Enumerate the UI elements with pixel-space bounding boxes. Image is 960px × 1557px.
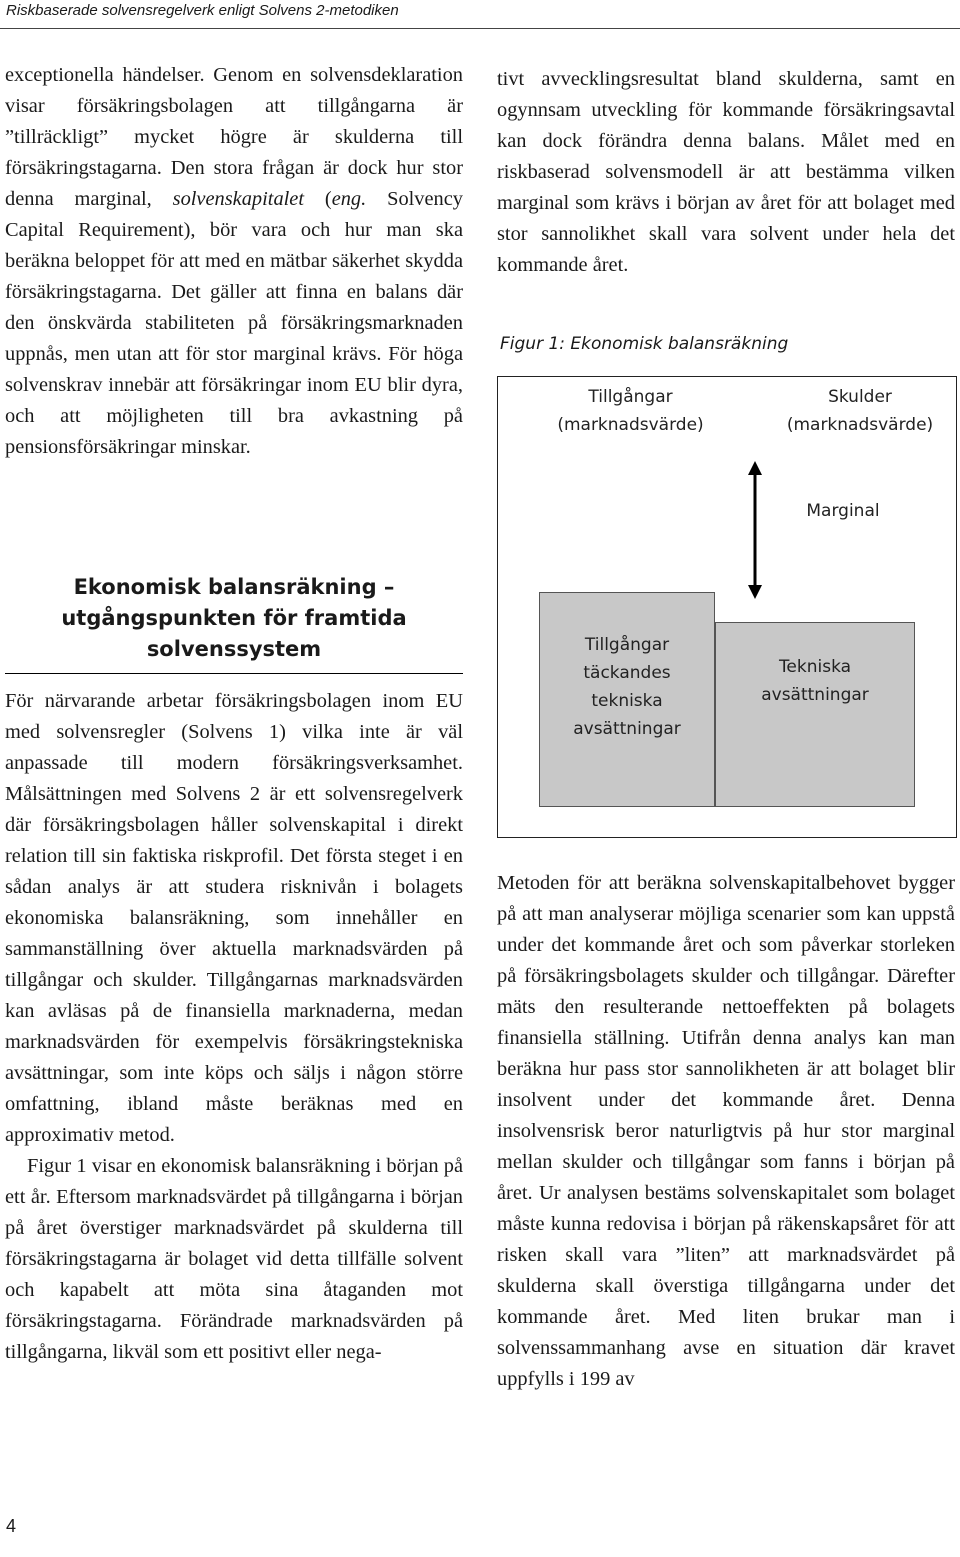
text-run: ( (304, 188, 332, 210)
italic-term: solvenskapitalet (172, 188, 305, 210)
label-line: tekniska (591, 691, 663, 711)
italic-term: eng. (331, 188, 367, 210)
assets-box-label (540, 631, 714, 743)
assets-heading (528, 383, 733, 439)
label-line: avsättningar (573, 719, 681, 739)
right-column-bottom (497, 868, 955, 1395)
double-arrow-icon (745, 461, 765, 599)
heading-line: solvenssystem (146, 637, 322, 661)
label-line: avsättningar (761, 685, 869, 705)
heading-line: (marknadsvärde) (786, 415, 934, 435)
heading-line: Ekonomisk balansräkning – (73, 575, 395, 599)
label-line: Tekniska (778, 657, 852, 677)
balance-sheet-figure (497, 376, 957, 838)
heading-line: utgångspunkten för framtida (61, 606, 407, 630)
section-rule (5, 673, 463, 674)
right-column-top (497, 64, 955, 281)
paragraph (5, 60, 463, 463)
assets-box (539, 592, 715, 807)
heading-line: Tillgångar (588, 387, 673, 407)
text-run: exceptionella händelser. Genom en solvensdeklaration visar försäkringsbolagen att tillgångarna är ”tillräckligt” mycket högre är skulderna till försäkringstagarna. Den stora frågan är dock hur stor denna marginal, (5, 64, 463, 210)
header-rule (0, 28, 960, 29)
heading-line: Skulder (828, 387, 892, 407)
liabilities-box (715, 622, 915, 807)
paragraph: Metoden för att beräkna solvenskapitalbehovet bygger på att man analyserar möjliga scenarier som kan uppstå under det kommande året och som påverkar storleken på försäkringsbolagets skulder och tillgångar. Därefter mäts den resulterande nettoeffekten på bolagets finansiella ställning. Utifrån denna analys kan man beräkna hur pass stor sannolikheten är att bolaget blir insolvent under det kommande året. Denna insolvensrisk beror naturligtvis på hur stor marginal mellan skulder och tillgångar som fanns i början på året. Ur analysen bestäms solvenskapitalet som bolaget måste kunna redovisa i början på räkenskapsåret för att risken skall vara ”liten” att marknadsvärdet på skulderna skall överstiga tillgångarna under det kommande året. Med liten brukar man i solvenssammanhang avse en situation där kravet uppfylls i 199 av (497, 872, 955, 1390)
section-heading (5, 572, 463, 665)
paragraph: tivt avvecklingsresultat bland skulderna, samt en ogynnsam utveckling för kommande försäkringsavtal kan dock förändra denna balans. Målet med en riskbaserad solvensmodell är att bestämma vilken marginal som krävs i början av året för att bolaget med stor sannolikhet skall vara solvent under hela det kommande året. (497, 68, 955, 276)
left-column-top (5, 60, 463, 463)
figure-caption: Figur 1: Ekonomisk balansräkning (500, 334, 789, 354)
text-run: Solvency Capital Requirement), bör vara och hur man ska beräkna beloppet för att med en mätbar säkerhet skydda försäkringstagarna. Det gäller att finna en balans där den önskvärda stabiliteten på försäkringsmarknaden uppnås, men utan att för stor marginal krävs. För höga solvenskrav innebär att försäkringar inom EU blir dyra, och att möjligheten till bra avkastning på pensionsförsäkringar minskar. (5, 188, 463, 458)
liabilities-heading (760, 383, 960, 439)
paragraph: Figur 1 visar en ekonomisk balansräkning i början på ett år. Eftersom marknadsvärdet på tillgångarna i början på året överstiger marknadsvärdet på skulderna till försäkringstagarna är bolaget vid detta tillfälle solvent och kapabelt att möta sina åtaganden mot försäkringstagarna. Förändrade marknadsvärden på tillgångarna, likväl som ett positivt eller nega- (5, 1155, 463, 1363)
left-column-bottom (5, 686, 463, 1368)
page-number: 4 (6, 1516, 17, 1536)
running-title: Riskbaserade solvensregelverk enligt Solvens 2-metodiken (6, 2, 399, 19)
label-line: Tillgångar (584, 635, 670, 655)
liabilities-box-label (716, 653, 914, 709)
paragraph: För närvarande arbetar försäkringsbolagen inom EU med solvensregler (Solvens 1) vilka inte är väl anpassade till modern försäkringsverksamhet. Målsättningen med Solvens 2 är ett solvensregelverk där försäkringsbolagen håller solvenskapital i direkt relation till sin faktiska riskprofil. Det första steget i en sådan analys är att studera risknivån i bolagets ekonomiska balansräkning, som innehåller en sammanställning över aktuella marknadsvärden på tillgångar och skulder. Tillgångarnas marknadsvärden kan avläsas på de finansiella marknaderna, medan marknadsvärden för exempelvis försäkringstekniska avsättningar, som inte köps och säljs i någon större omfattning, ibland måste beräknas med en approximativ metod. (5, 690, 463, 1146)
margin-label: Marginal (806, 501, 880, 521)
heading-line: (marknadsvärde) (557, 415, 704, 435)
label-line: täckandes (583, 663, 671, 683)
